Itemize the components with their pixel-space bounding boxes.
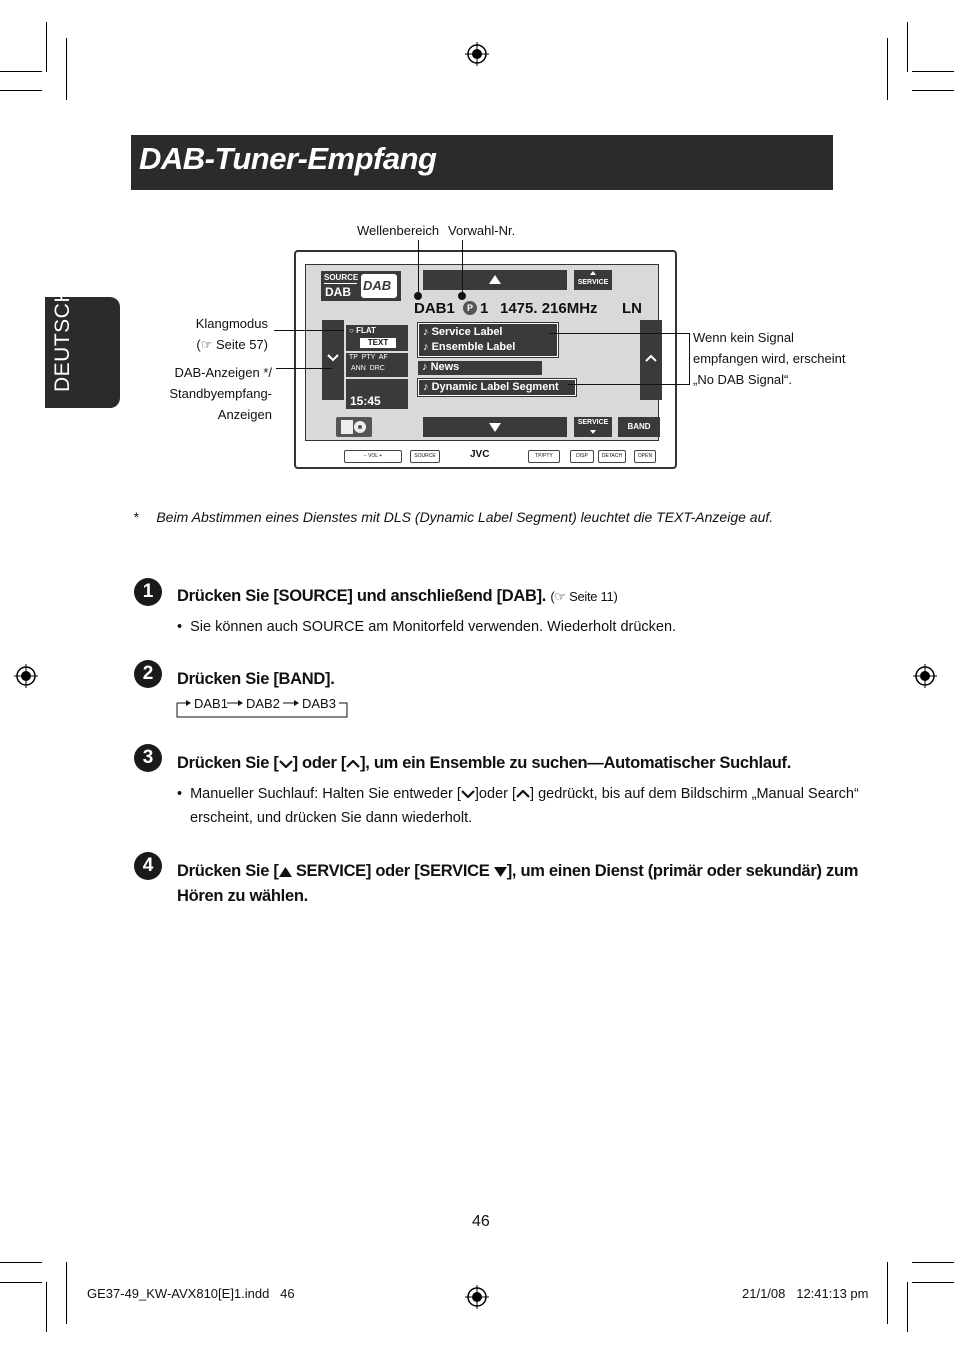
service-ensemble-label <box>418 323 558 357</box>
source-dab-button[interactable] <box>321 271 401 301</box>
leader-line <box>568 384 690 385</box>
up-arrow-button[interactable] <box>423 270 567 290</box>
step-4-text-line2: Hören zu wählen. <box>177 887 308 905</box>
callout-no-signal-line1: Wenn kein Signal <box>693 330 794 345</box>
up-arrow-icon <box>590 271 596 275</box>
step-1-text <box>177 587 617 606</box>
crop-mark <box>887 38 888 100</box>
slug-right: 21/1/08 12:41:13 pm <box>742 1286 869 1301</box>
band-indicator: DAB1 <box>414 300 455 317</box>
crop-mark <box>0 1262 42 1263</box>
band-button[interactable] <box>618 417 660 437</box>
down-arrow-button[interactable] <box>423 417 567 437</box>
step-1-instruction: Drücken Sie [SOURCE] und anschließend [DAB]. <box>177 587 547 605</box>
leader-line <box>462 240 463 296</box>
flat-label: ○ FLAT <box>349 326 376 335</box>
crop-mark <box>912 71 954 72</box>
up-arrow-icon <box>489 275 501 284</box>
chevron-down-icon <box>279 760 293 768</box>
crop-mark <box>0 1282 42 1283</box>
down-arrow-icon <box>489 423 501 432</box>
callout-no-signal-line2: empfangen wird, erscheint <box>693 351 846 366</box>
panel-detach-button[interactable]: DETACH <box>598 450 626 463</box>
seek-up-button[interactable] <box>640 320 662 400</box>
device-illustration <box>294 250 677 469</box>
frequency-display: 1475. 216MHz <box>500 300 598 317</box>
callout-dab-anzeigen-line2: Standbyempfang- <box>169 386 272 401</box>
dab-indicators <box>346 353 408 377</box>
step-1-ref: (☞ Seite 11) <box>550 589 618 604</box>
leader-line <box>276 368 332 369</box>
slug-left: GE37-49_KW-AVX810[E]1.indd 46 <box>87 1286 295 1301</box>
step-3-text: Drücken Sie [ ] oder [ ], um ein Ensemble zu suchen—Automatischer Suchlauf. <box>177 754 791 772</box>
step-3-bullet-line2: erscheint, und drücken Sie dann wiederholt. <box>190 810 473 826</box>
indicator-row1: TP PTY AF <box>349 354 388 361</box>
chevron-down-icon <box>461 790 475 798</box>
panel-tp-pty-button[interactable]: TP/PTY <box>528 450 560 463</box>
language-tab-label: DEUTSCH <box>51 286 74 392</box>
down-arrow-icon <box>590 430 596 434</box>
jvc-logo: JVC <box>470 449 490 460</box>
crop-mark <box>66 1262 67 1324</box>
disc-icon <box>340 419 368 435</box>
callout-dab-anzeigen <box>150 362 272 425</box>
dab-logo-text: DAB <box>363 278 392 293</box>
crop-mark <box>907 22 908 72</box>
footnote-star: * <box>133 509 139 525</box>
text-indicator: TEXT <box>360 338 396 348</box>
service-up-button[interactable] <box>574 270 612 290</box>
up-triangle-icon <box>279 867 292 877</box>
band-seq-2: DAB2 <box>246 696 280 711</box>
callout-no-signal-line3: „No DAB Signal“. <box>693 372 792 387</box>
leader-line <box>274 330 344 331</box>
step-number: 1 <box>134 578 162 606</box>
crop-mark <box>66 38 67 100</box>
crop-mark <box>0 90 42 91</box>
chevron-up-icon <box>645 354 657 362</box>
dls-text: ♪ Dynamic Label Segment <box>423 381 559 393</box>
callout-dab-anzeigen-line1: DAB-Anzeigen */ <box>174 365 272 380</box>
leader-line <box>689 333 690 384</box>
registration-mark-icon <box>14 664 38 688</box>
clock-box <box>346 379 408 409</box>
callout-no-signal <box>693 327 845 390</box>
leader-line <box>418 240 419 296</box>
leader-dot <box>414 292 422 300</box>
step-4-text: Drücken Sie [ SERVICE] oder [SERVICE ], um einen Dienst (primär oder sekundär) zum <box>177 862 859 880</box>
mode-icon[interactable] <box>336 417 372 437</box>
service-down-label: SERVICE <box>577 419 609 426</box>
callout-vorwahl: Vorwahl-Nr. <box>448 223 516 238</box>
step-number: 4 <box>134 852 162 880</box>
leader-line <box>549 333 689 334</box>
step-1-bullet: • Sie können auch SOURCE am Monitorfeld verwenden. Wiederholt drücken. <box>177 619 677 635</box>
sound-mode-box <box>346 325 408 351</box>
service-up-label: SERVICE <box>577 279 609 286</box>
seek-down-button[interactable] <box>322 320 344 400</box>
band-button-label: BAND <box>627 422 651 431</box>
band-seq-3: DAB3 <box>302 696 336 711</box>
dls-label <box>418 379 576 396</box>
crop-mark <box>912 1262 954 1263</box>
footnote-text: Beim Abstimmen eines Dienstes mit DLS (Dynamic Label Segment) leuchtet die TEXT-Anzeige auf. <box>156 509 774 525</box>
crop-mark <box>912 1282 954 1283</box>
step-number: 2 <box>134 660 162 688</box>
leader-dot <box>458 292 466 300</box>
title-bar <box>131 135 833 190</box>
crop-mark <box>887 1262 888 1324</box>
step-3-bullet: • Manueller Suchlauf: Halten Sie entweder [ ]oder [ ] gedrückt, bis auf dem Bildschirm „Manual Search“ <box>177 786 859 802</box>
panel-source-button[interactable]: SOURCE <box>410 450 440 463</box>
language-tab <box>45 286 120 408</box>
callout-klangmodus-line1: Klangmodus <box>195 316 268 331</box>
step-number: 3 <box>134 744 162 772</box>
news-label: ♪ News <box>418 361 542 375</box>
vol-minus-button[interactable]: − VOL + <box>344 450 402 463</box>
step-2-text: Drücken Sie [BAND]. <box>177 670 335 688</box>
service-down-button[interactable] <box>574 417 612 437</box>
crop-mark <box>0 71 42 72</box>
crop-mark <box>46 22 47 72</box>
callout-wellenbereich: Wellenbereich <box>357 223 440 238</box>
preset-p-label: P <box>466 303 473 313</box>
source-underline <box>324 283 357 284</box>
callout-klangmodus-line2: (☞ Seite 57) <box>196 337 268 352</box>
page-title: DAB-Tuner-Empfang <box>139 141 437 176</box>
registration-mark-icon <box>465 1285 489 1309</box>
crop-mark <box>912 90 954 91</box>
source-label: SOURCE <box>324 273 359 282</box>
callout-dab-anzeigen-line3: Anzeigen <box>217 407 272 422</box>
dab-logo-icon <box>361 274 397 298</box>
chevron-up-icon <box>516 790 530 798</box>
ensemble-label: ♪ Ensemble Label <box>423 341 516 353</box>
panel-disp-button[interactable]: DISP <box>570 450 594 463</box>
preset-p-icon <box>463 301 477 315</box>
service-label: ♪ Service Label <box>423 326 503 338</box>
chevron-up-icon <box>346 760 360 768</box>
ln-indicator: LN <box>622 300 642 317</box>
panel-open-button[interactable]: OPEN <box>634 450 656 463</box>
footnote <box>133 509 773 525</box>
crop-mark <box>907 1282 908 1332</box>
device-screen <box>305 264 659 441</box>
indicator-row2: ANN DRC <box>351 365 385 372</box>
page-number: 46 <box>472 1213 490 1230</box>
registration-mark-icon <box>465 42 489 66</box>
crop-mark <box>46 1282 47 1332</box>
preset-number: 1 <box>480 300 489 317</box>
band-seq-1: DAB1 <box>194 696 228 711</box>
registration-mark-icon <box>913 664 937 688</box>
callout-klangmodus <box>170 313 268 355</box>
clock-display: 15:45 <box>350 394 381 408</box>
dab-label: DAB <box>325 285 351 299</box>
chevron-down-icon <box>327 354 339 362</box>
down-triangle-icon <box>494 867 507 877</box>
